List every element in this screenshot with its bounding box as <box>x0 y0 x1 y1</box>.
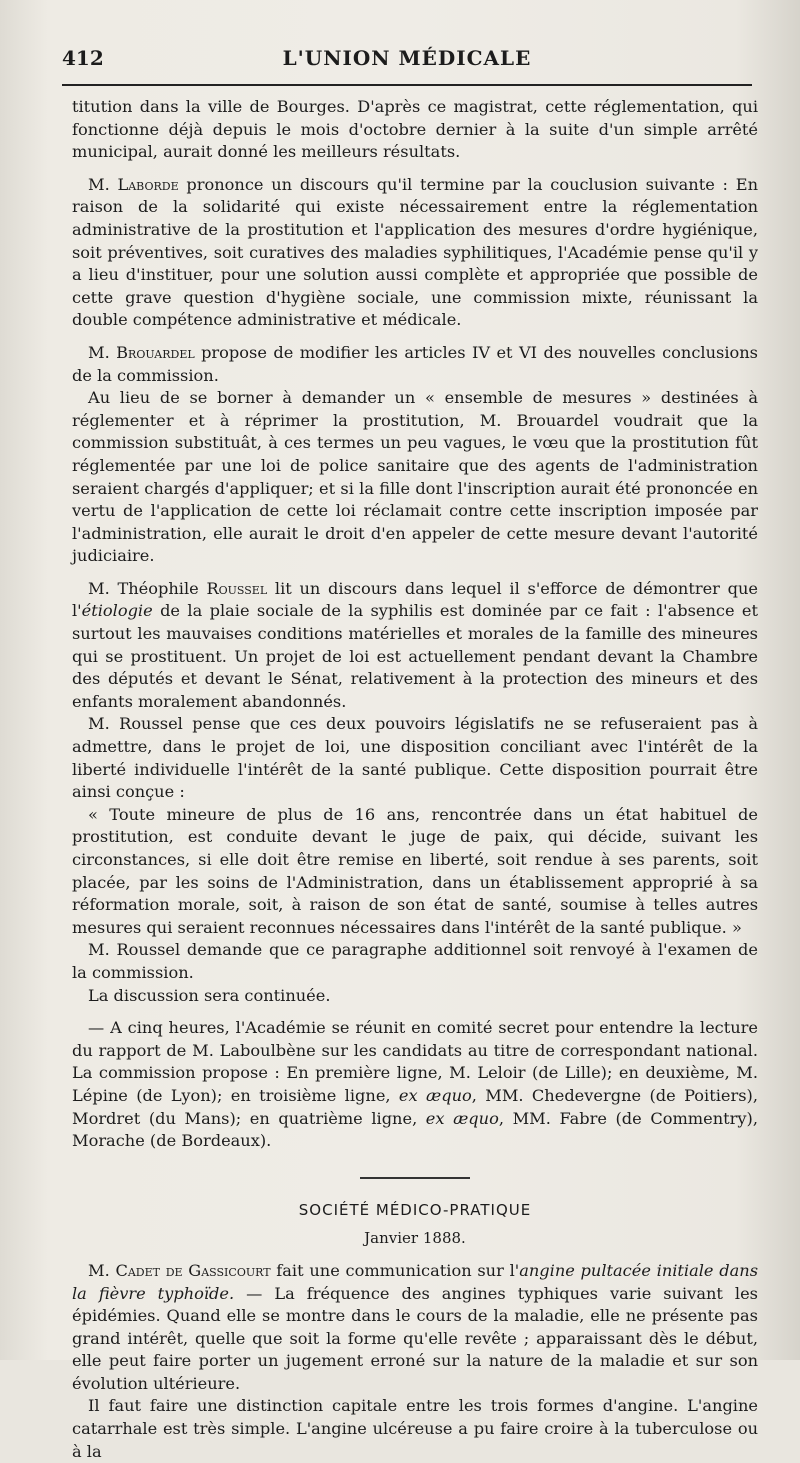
paragraph-secret-committee: — A cinq heures, l'Académie se réunit en comité secret pour entendre la lecture du rapport de M. Laboulbène sur les candidats au titre de correspondant national. La commission propose : En première ligne, M. Leloir (de Lille); en deuxième, M. Lépine (de Lyon); en troisième ligne, ex æquo, MM. Chedevergne (de Poitiers), Mordret (du Mans); en quatrième ligne, ex æquo, MM. Fabre (de Commentry), Morache (de Bordeaux). <box>72 1018 759 1151</box>
paragraph-quoted-disposition: « Toute mineure de plus de 16 ans, rencontrée dans un état habituel de prostitution, est conduite devant le juge de paix, qui décide, suivant les circonstances, si elle doit être remise en liberté, soit rendue à ses parents, soit placée, par les soins de l'Administration, dans un établissement approprié à sa réformation morale, soit, à raison de son état de santé, soumise à telles autres mesures qui seraient reconnues nécessaires dans l'intérêt de la santé publique. » <box>72 804 758 937</box>
speaker-name: Laborde <box>117 174 179 194</box>
section-date: Janvier 1888. <box>364 1229 466 1248</box>
paragraph-continuation: titution dans la ville de Bourges. D'après ce magistrat, cette réglementation, qui fonctionne déjà depuis le mois d'octobre dernier à la suite d'un simple arrêté municipal, aurait donné les meilleurs résultats. <box>72 97 758 162</box>
paragraph-roussel: M. Théophile Roussel lit un discours dans lequel il s'efforce de démontrer que l'étiologie de la plaie sociale de la syphilis est dominée par ce fait : l'absence et surtout les mauvaises conditions matérielles et morales de la famille des mineures qui se prostituent. Un projet de loi est actuellement pendant devant la Chambre des députés et devant le Sénat, relativement à la protection des mineurs et des enfants moralement abandonnés. <box>72 578 758 711</box>
paragraph-cadet-de-gassicourt: M. Cadet de Gassicourt fait une communication sur l'angine pultacée initiale dans la fièvre typhoïde. — La fréquence des angines typhiques varie suivant les épidémies. Quand elle se montre dans le cours de la maladie, elle ne présente pas grand intérêt, quelle que soit la forme qu'elle revête ; apparaissant dès le début, elle peut faire porter un jugement erroné sur la nature de la maladie et sur son évolution ultérieure. <box>72 1260 758 1393</box>
paragraph-laborde: M. Laborde prononce un discours qu'il termine par la couclusion suivante : En raison de la solidarité qui existe nécessairement entre la réglementation administrative de la prostitution et l'application des mesures d'ordre hygiénique, soit préventives, soit curatives des maladies syphilitiques, l'Académie pense qu'il y a lieu d'instituer, pour une solution aussi complète et appropriée que possible de cette grave question d'hygiène sociale, une commission mixte, réunissant la double compétence administrative et médicale. <box>72 174 758 330</box>
article-body <box>72 96 758 1463</box>
speaker-name: Brouardel <box>116 342 195 362</box>
page-header <box>62 44 752 74</box>
paragraph-roussel-request: M. Roussel demande que ce paragraphe additionnel soit renvoyé à l'examen de la commission. <box>72 940 758 982</box>
paragraph-roussel-opinion: M. Roussel pense que ces deux pouvoirs législatifs ne se refuseraient pas à admettre, dans le projet de loi, une disposition conciliant avec l'intérêt de la liberté individuelle l'intérêt de la santé publique. Cette disposition pourrait être ainsi conçue : <box>72 714 758 802</box>
paragraph-angine-forms: Il faut faire une distinction capitale entre les trois formes d'angine. L'angine catarrhale est très simple. L'angine ulcéreuse a pu faire croire à la tuberculose ou à la <box>72 1396 758 1461</box>
header-rule <box>62 84 752 86</box>
section-heading: SOCIÉTÉ MÉDICO-PRATIQUE <box>298 1200 532 1219</box>
running-title: L'UNION MÉDICALE <box>282 46 532 70</box>
speaker-name: Roussel <box>206 578 268 598</box>
paragraph-brouardel: M. Brouardel propose de modifier les articles IV et VI des nouvelles conclusions de la commission. <box>72 342 758 385</box>
speaker-name: Cadet de Gassicourt <box>115 1260 271 1280</box>
italic-term: étiologie <box>81 601 153 621</box>
section-divider <box>360 1177 470 1179</box>
paragraph-brouardel-proposal: Au lieu de se borner à demander un « ensemble de mesures » destinées à réglementer et à réprimer la prostitution, M. Brouardel voudrait que la commission substituât, à ces termes un peu vagues, le vœu que la prostitution fût réglementée par une loi de police sanitaire que des agents de l'administration seraient chargés d'appliquer; et si la fille dont l'inscription aurait été prononcée en vertu de l'application de cette loi réclamait contre cette inscription imposée par l'administration, elle aurait le droit d'en appeler de cette mesure devant l'autorité judiciaire. <box>72 388 758 566</box>
page-number: 412 <box>62 46 104 70</box>
paragraph-discussion: La discussion sera continuée. <box>88 985 331 1005</box>
italic-title: angine pultacée initiale dans la fièvre typhoïde. <box>72 1260 758 1303</box>
